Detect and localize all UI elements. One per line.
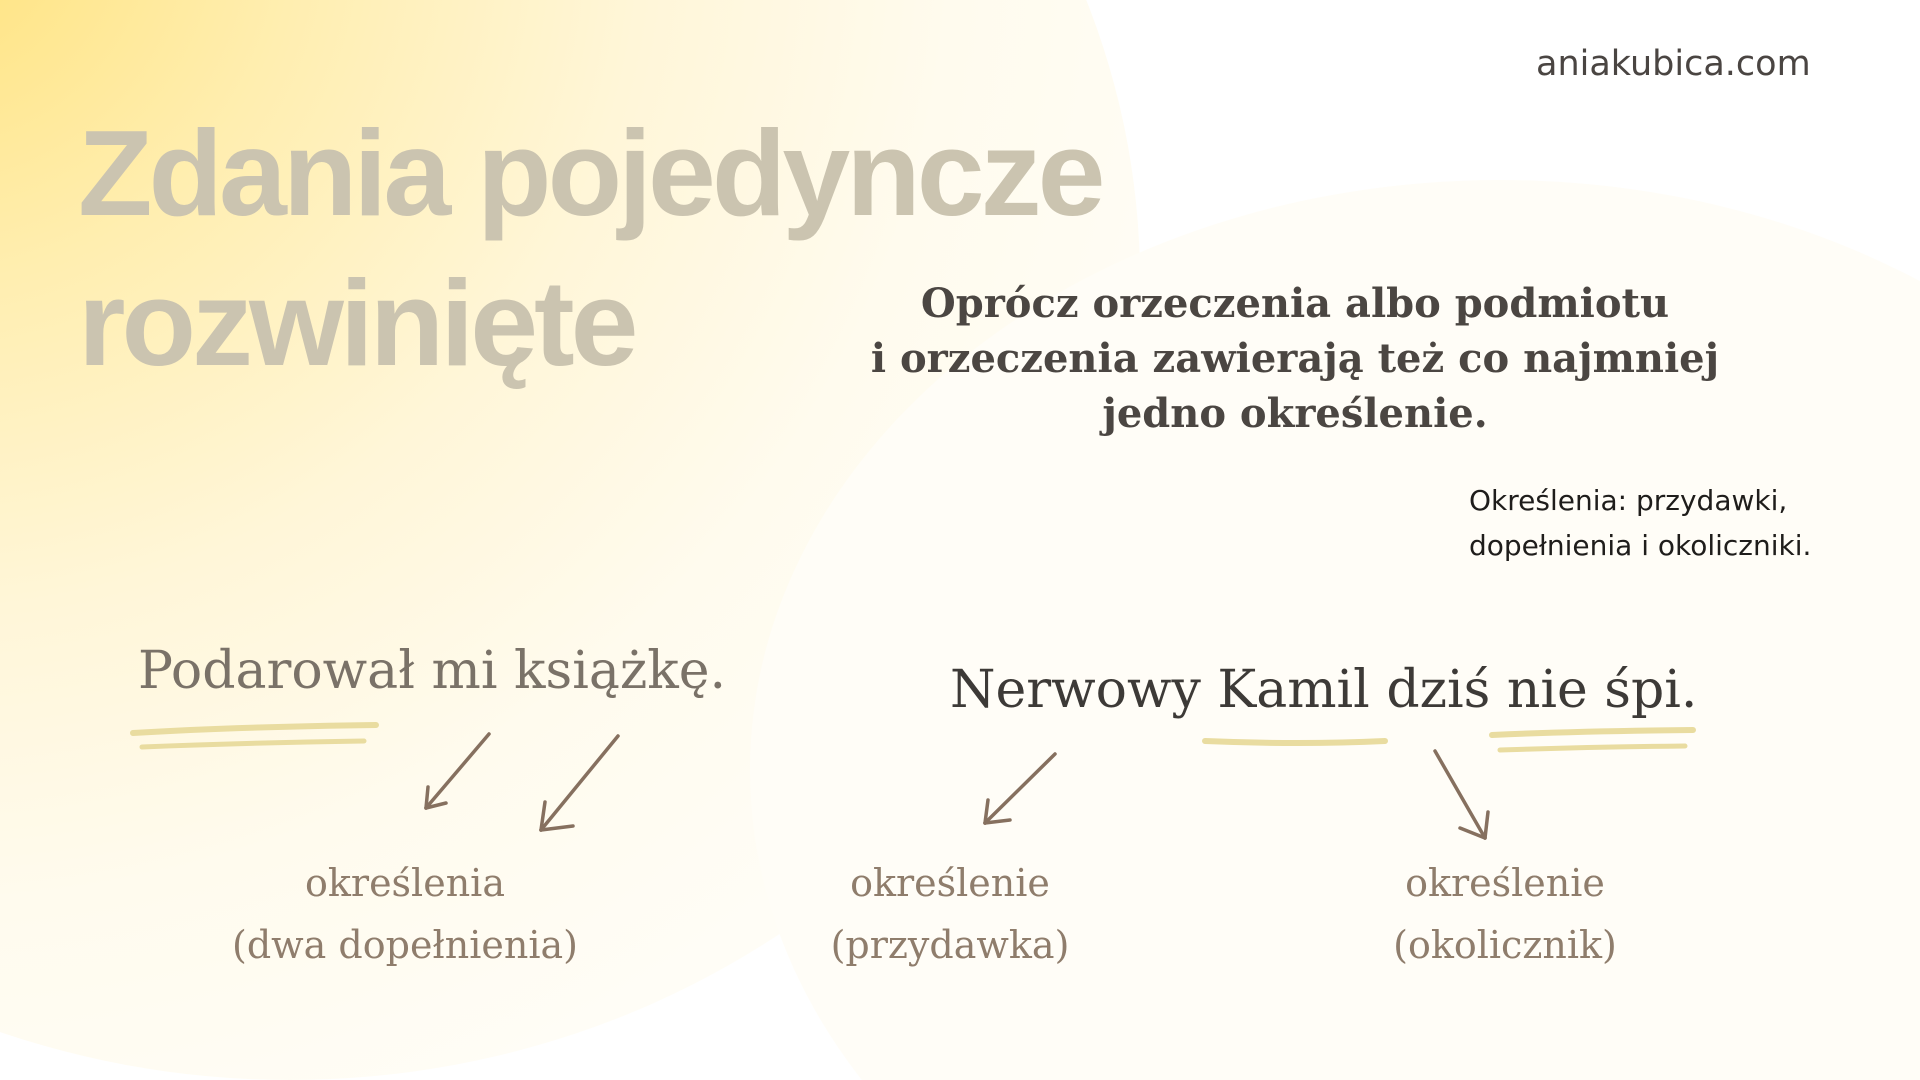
arrow-icon-4 bbox=[1435, 751, 1488, 838]
page-title-line-2: rozwinięte bbox=[78, 255, 635, 391]
underline-nie-spi-2 bbox=[1500, 746, 1685, 750]
note-line-2: dopełnienia i okoliczniki. bbox=[1469, 529, 1812, 562]
label-przydawka-line-2: (przydawka) bbox=[830, 923, 1070, 967]
label-example-1 bbox=[190, 852, 620, 976]
note-line-1: Określenia: przydawki, bbox=[1469, 484, 1788, 517]
label-okolicznik-line-1: określenie bbox=[1405, 861, 1605, 905]
label-okolicznik bbox=[1335, 852, 1675, 976]
arrow-icon-2 bbox=[541, 736, 618, 830]
definition-line-3: jedno określenie. bbox=[1102, 390, 1488, 437]
underlines bbox=[133, 725, 1693, 750]
arrow-icon-3 bbox=[985, 754, 1055, 823]
underline-nie-spi-1 bbox=[1492, 730, 1693, 735]
label-example-1-line-2: (dwa dopełnienia) bbox=[232, 923, 578, 967]
arrows bbox=[426, 734, 1488, 838]
example-sentence-1: Podarował mi książkę. bbox=[138, 641, 727, 701]
site-url[interactable]: aniakubica.com bbox=[1536, 44, 1811, 84]
label-okolicznik-line-2: (okolicznik) bbox=[1393, 923, 1617, 967]
label-example-1-line-1: określenia bbox=[305, 861, 505, 905]
arrow-icon-1 bbox=[426, 734, 489, 808]
underline-podarowal-2 bbox=[142, 741, 364, 747]
underline-kamil bbox=[1205, 741, 1385, 743]
underline-podarowal-1 bbox=[133, 725, 376, 733]
example-sentence-2: Nerwowy Kamil dziś nie śpi. bbox=[950, 660, 1698, 720]
page-title-line-1: Zdania pojedyncze bbox=[78, 105, 1102, 241]
definition-line-1: Oprócz orzeczenia albo podmiotu bbox=[920, 280, 1670, 327]
label-przydawka-line-1: określenie bbox=[850, 861, 1050, 905]
definition-line-2: i orzeczenia zawierają też co najmniej bbox=[870, 335, 1720, 382]
label-przydawka bbox=[780, 852, 1120, 976]
